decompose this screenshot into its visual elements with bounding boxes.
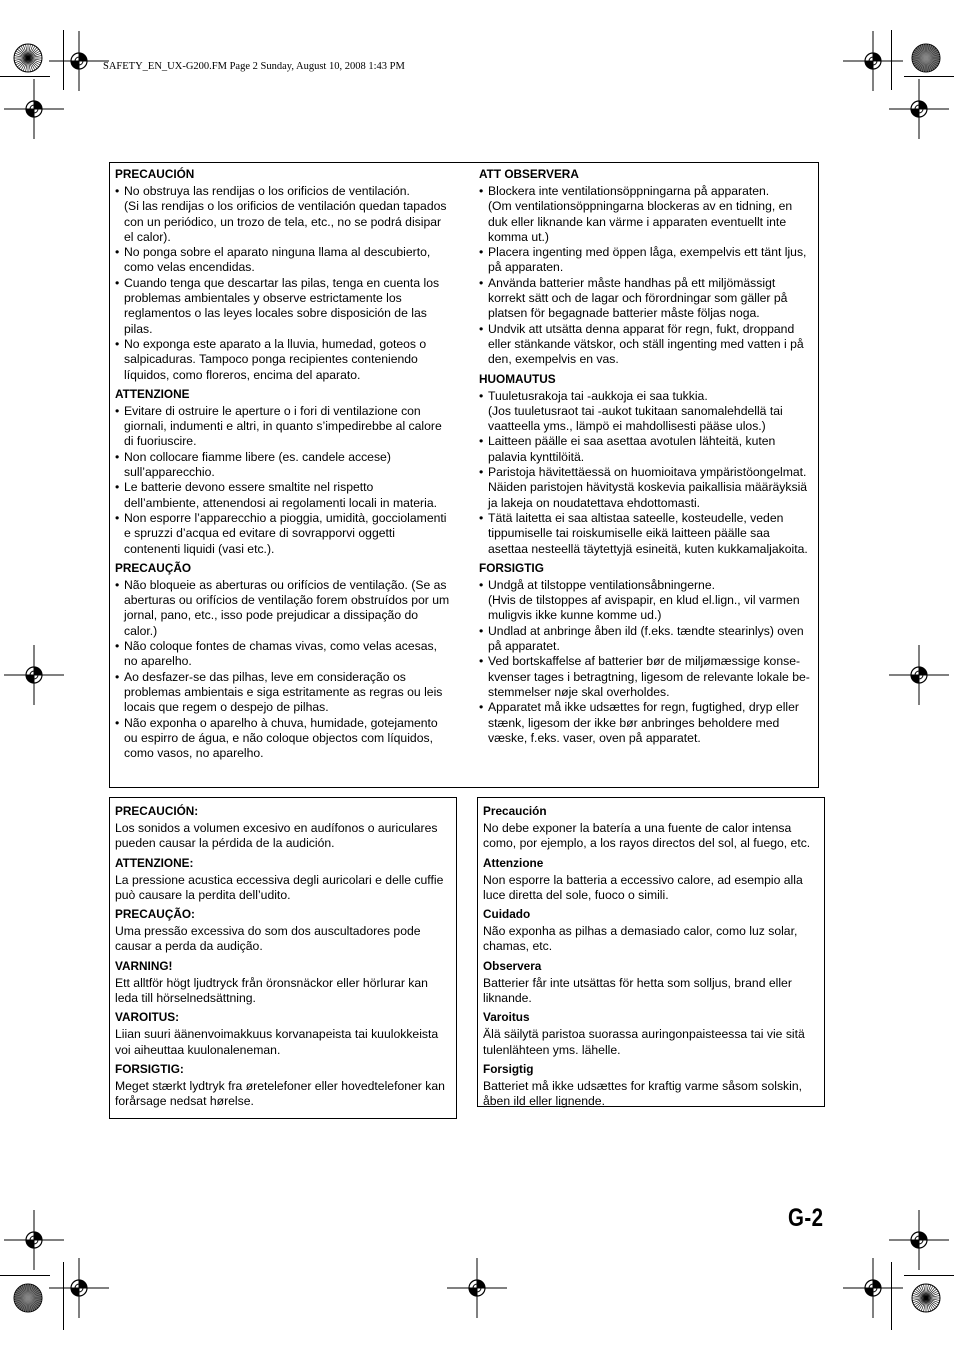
top-right-column bbox=[479, 167, 811, 750]
bullet-list bbox=[479, 578, 811, 746]
warning-text: Não exponha as pilhas a demasiado calor, como luz solar, chamas, etc. bbox=[483, 924, 798, 954]
warning-text: Batterier får inte utsättas för hetta som solljus, brand eller liknande. bbox=[483, 975, 792, 1006]
warning-title: Cuidado bbox=[483, 907, 531, 922]
bullet-item bbox=[115, 184, 451, 245]
bullet-item bbox=[115, 578, 451, 639]
warning-block bbox=[115, 1062, 453, 1110]
bullet-item bbox=[479, 700, 811, 746]
warning-block bbox=[483, 1010, 821, 1058]
bullet-text: Placera ingenting med öppen låga, exempelvis ett tänt ljus, på apparaten. bbox=[488, 245, 807, 275]
crosshair-mark-icon bbox=[889, 79, 949, 139]
bullet-list bbox=[115, 578, 451, 762]
bullet-subtext: (Jos tuuletusraot tai -aukot tukitaan sanomalehdellä tai vaatteella yms., lämpö ei mahdollisesti pääse ulos.) bbox=[488, 403, 783, 434]
warning-block bbox=[483, 959, 821, 1007]
bullet-item bbox=[479, 322, 811, 368]
warning-block bbox=[483, 804, 821, 852]
bullet-text: Não exponha o aparelho à chuva, humidade, gotejamento ou espirro de água, e não coloque objectos com líquidos, como vasos, no aparelho. bbox=[124, 715, 438, 761]
page-number: G-2 bbox=[788, 1204, 824, 1232]
crosshair-mark-icon bbox=[49, 1258, 109, 1318]
warning-block bbox=[115, 856, 453, 904]
warning-title: ATTENZIONE: bbox=[115, 855, 194, 870]
bullet-subtext: (Si las rendijas o los orificios de ventilación quedan tapados con un periódico, un trozo de tela, etc., no se podrá disipar el calor). bbox=[124, 199, 447, 244]
section-title: ATT OBSERVERA bbox=[479, 167, 579, 181]
warning-block bbox=[483, 907, 821, 955]
warning-title: PRECAUCIÓN: bbox=[115, 804, 199, 818]
warning-text: Liian suuri äänenvoimakkuus korvanapeista tai kuulokkeista voi aiheuttaa kuulonaleneman. bbox=[115, 1027, 439, 1057]
bullet-text: Laitteen päälle ei saa asettaa avotulen lähteitä, kuten palavia kynttilöitä. bbox=[488, 434, 776, 464]
section-title: PRECAUÇÃO bbox=[115, 560, 192, 575]
crosshair-mark-icon bbox=[4, 79, 64, 139]
bullet-item bbox=[115, 337, 451, 383]
crosshair-mark-icon bbox=[843, 1258, 903, 1318]
warning-text: Meget stærkt lydtryk fra øretelefoner eller hovedtelefoner kan forårsage nedsat hørelse. bbox=[115, 1078, 445, 1109]
bullet-list bbox=[479, 184, 811, 368]
crosshair-mark-icon bbox=[889, 645, 949, 705]
bullet-item bbox=[115, 450, 451, 481]
bullet-list bbox=[115, 404, 451, 557]
bullet-list bbox=[115, 184, 451, 383]
warning-title: FORSIGTIG: bbox=[115, 1061, 184, 1076]
warning-title: Observera bbox=[483, 958, 542, 973]
bullet-text: Apparatet må ikke udsættes for regn, fugtighed, dryp eller stænk, ligesom der ikke bør anbringes beholdere med væske, f.eks. vaser, oven på apparatet. bbox=[488, 700, 799, 745]
section-title: HUOMAUTUS bbox=[479, 371, 556, 386]
bullet-item bbox=[479, 654, 811, 700]
bullet-text: Tätä laitetta ei saa altistaa sateelle, kosteudelle, veden tippumiselle tai roiskumiselle eikä laitteen päälle saa asettaa nesteellä täytettyjä esineitä, kuten kukkamaljakoita. bbox=[488, 510, 808, 556]
crop-line bbox=[0, 76, 50, 77]
bullet-item bbox=[115, 670, 451, 716]
warning-title: VAROITUS: bbox=[115, 1010, 180, 1025]
bullet-text: Ved bortskaffelse af batterier bør de miljømæssige konse-kvenser tages i betragtning, ligesom de relevante lokale be-stemmelser nøje skal overholdes. bbox=[488, 654, 810, 699]
warning-text: Ett alltför högt ljudtryck från öronsnäckor eller hörlurar kan leda till hörselnedsättning. bbox=[115, 975, 428, 1006]
bullet-item bbox=[479, 245, 811, 276]
bullet-item bbox=[479, 578, 811, 624]
crop-line bbox=[904, 76, 954, 77]
bullet-text: Undlad at anbringe åben ild (f.eks. tændte stearinlys) oven på apparatet. bbox=[488, 623, 804, 654]
bullet-text: No obstruya las rendijas o los orificios de ventilación. bbox=[124, 184, 410, 198]
bullet-item bbox=[479, 276, 811, 322]
section-title: PRECAUCIÓN bbox=[115, 167, 195, 181]
bullet-item bbox=[115, 716, 451, 762]
warning-text: Los sonidos a volumen excesivo en audífonos o auriculares pueden causar la pérdida de la audición. bbox=[115, 821, 438, 851]
bullet-text: Não bloqueie as aberturas ou orifícios de ventilação. (Se as aberturas ou orifícios de ventilação forem obstruídos por um jornal, pano, etc., isso pode prejudicar a dissipação do calor.) bbox=[124, 577, 450, 638]
warning-text: La pressione acustica eccessiva degli auricolari e delle cuffie può causare la perdita dell’udito. bbox=[115, 872, 444, 902]
warning-text: Batteriet må ikke udsættes for kraftig varme såsom solskin, åben ild eller lignende. bbox=[483, 1078, 803, 1109]
bullet-text: Använda batterier måste handhas på ett miljömässigt korrekt sätt och de lagar och förordningar som gäller på platsen för begagnade batterier måste följas noga. bbox=[488, 275, 788, 321]
warning-block bbox=[483, 856, 821, 904]
bullet-text: Non esporre l’apparecchio a pioggia, umidità, gocciolamenti e spruzzi d’acqua ed evitare di sovrapporvi oggetti contenenti liquidi (vasi etc.). bbox=[124, 510, 447, 556]
bullet-list bbox=[479, 389, 811, 557]
bullet-text: No ponga sobre el aparato ninguna llama al descubierto, como velas encendidas. bbox=[124, 245, 431, 275]
warning-block bbox=[115, 1010, 453, 1058]
warning-text: No debe exponer la batería a una fuente de calor intensa como, por ejemplo, a los rayos directos del sol, al fuego, etc. bbox=[483, 821, 811, 851]
bullet-text: Non collocare fiamme libere (es. candele accese) sull’apparecchio. bbox=[124, 449, 391, 480]
warning-text: Älä säilytä paristoa suorassa auringonpaisteessa tai vie sitä tulenlähteen yms. lähelle. bbox=[483, 1027, 805, 1057]
bullet-item bbox=[479, 624, 811, 655]
warning-title: Forsigtig bbox=[483, 1061, 534, 1076]
section-title: ATTENZIONE bbox=[115, 386, 190, 401]
crosshair-mark-icon bbox=[4, 645, 64, 705]
bullet-text: Le batterie devono essere smaltite nel rispetto dell’ambiente, attenendosi ai regolamenti locali in materia. bbox=[124, 480, 437, 510]
color-target-icon bbox=[13, 43, 43, 73]
bullet-text: Não coloque fontes de chamas vivas, como velas acesas, no aparelho. bbox=[124, 639, 437, 669]
bullet-text: Undgå at tilstoppe ventilationsåbningerne. bbox=[488, 577, 715, 592]
bullet-text: No exponga este aparato a la lluvia, humedad, goteos o salpicaduras. Tampoco ponga recipientes conteniendo líquidos, como floreros, encima del aparato. bbox=[124, 336, 427, 382]
bullet-item bbox=[479, 465, 811, 511]
warning-title: Varoitus bbox=[483, 1010, 530, 1025]
bullet-text: Tuuletusrakoja tai -aukkoja ei saa tukkia. bbox=[488, 388, 708, 403]
bullet-subtext: (Om ventilationsöppningarna blockeras av en tidning, en duk eller liknande kan värme i apparaten eventuellt inte komma ut.) bbox=[488, 199, 793, 244]
bullet-text: Undvik att utsätta denna apparat för regn, fukt, droppand eller stänkande vätskor, och ställ ingenting med vatten i på den, exempelvis en vas. bbox=[488, 321, 804, 367]
warning-block bbox=[115, 907, 453, 955]
warning-block bbox=[483, 1062, 821, 1110]
crop-line bbox=[0, 1275, 50, 1276]
bullet-item bbox=[115, 480, 451, 511]
bullet-item bbox=[115, 276, 451, 337]
bullet-text: Paristoja hävitettäessä on huomioitava ympäristöongelmat. Näiden paristojen hävitystä koskevia paikallisia määräyksiä ja lakeja on noudatettava ehdottomasti. bbox=[488, 465, 808, 510]
bullet-subtext: (Hvis de tilstoppes af avispapir, en klud el.lign., vil varmen muligvis ikke kunne komme ud.) bbox=[488, 593, 800, 623]
bullet-item bbox=[115, 245, 451, 276]
bullet-item bbox=[115, 404, 451, 450]
warning-title: VARNING! bbox=[115, 958, 173, 973]
warning-title: Attenzione bbox=[483, 855, 544, 870]
file-header: SAFETY_EN_UX-G200.FM Page 2 Sunday, August 10, 2008 1:43 PM bbox=[103, 61, 405, 72]
warning-block bbox=[115, 959, 453, 1007]
bullet-text: Cuando tenga que descartar las pilas, tenga en cuenta los problemas ambientales y observe estrictamente los reglamentos o las leyes locales sobre disposición de las pilas. bbox=[124, 275, 440, 336]
color-target-icon bbox=[13, 1283, 43, 1313]
section-title: FORSIGTIG bbox=[479, 560, 544, 575]
warning-title: Precaución bbox=[483, 804, 547, 818]
color-target-icon bbox=[911, 43, 941, 73]
headphone-warning-column bbox=[115, 804, 453, 1114]
bullet-item bbox=[479, 434, 811, 465]
warning-text: Non esporre la batteria a eccessivo calore, ad esempio alla luce diretta del sole, fuoco o simili. bbox=[483, 872, 803, 902]
bullet-item bbox=[115, 639, 451, 670]
bullet-item bbox=[479, 184, 811, 245]
warning-title: PRECAUÇÃO: bbox=[115, 907, 195, 922]
top-left-column bbox=[115, 167, 451, 765]
bullet-item bbox=[479, 511, 811, 557]
bullet-item bbox=[115, 511, 451, 557]
warning-text: Uma pressão excessiva do som dos auscultadores pode causar a perda da audição. bbox=[115, 924, 421, 954]
color-target-icon bbox=[911, 1283, 941, 1313]
crosshair-mark-icon bbox=[447, 1258, 507, 1318]
warning-block bbox=[115, 804, 453, 852]
bullet-item bbox=[479, 389, 811, 435]
bullet-text: Ao desfazer-se das pilhas, leve em consideração os problemas ambientais e siga estritamente as regras ou leis locais que regem o despejo de pilhas. bbox=[124, 669, 443, 715]
battery-warning-column bbox=[483, 804, 821, 1114]
bullet-text: Evitare di ostruire le aperture o i fori di ventilazione con giornali, indumenti e altri, in quanto s’impedirebbe al calore di fuoriuscire. bbox=[124, 403, 442, 449]
bullet-text: Blockera inte ventilationsöppningarna på apparaten. bbox=[488, 184, 770, 198]
crop-line bbox=[904, 1275, 954, 1276]
